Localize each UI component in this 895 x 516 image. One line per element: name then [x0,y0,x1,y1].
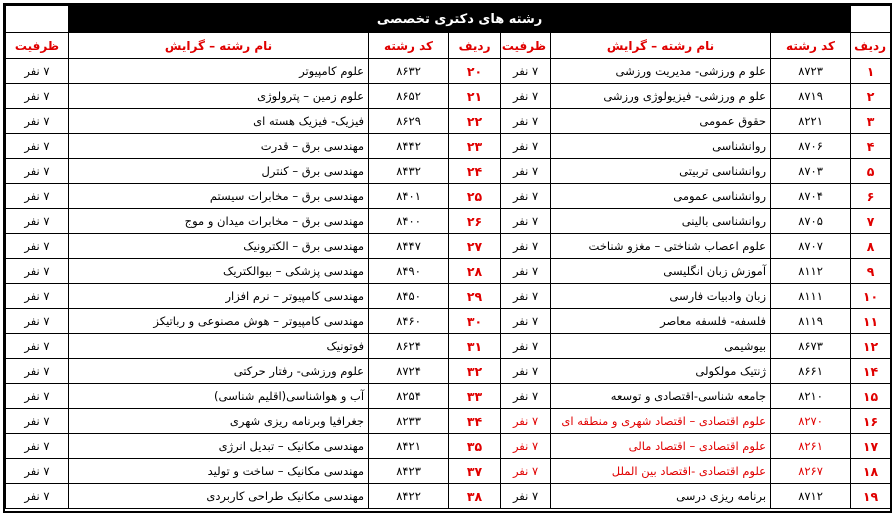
header-code-left: کد رشته [369,33,449,59]
table-title: رشته های دکتری تخصصی [69,6,851,33]
capacity-cell: ۷ نفر [6,259,69,284]
field-name-cell: آب و هواشناسی(اقلیم شناسی) [69,384,369,409]
field-name-cell: روانشناسی تربیتی [551,159,771,184]
table-row [6,384,891,409]
field-name-cell: حقوق عمومی [551,109,771,134]
field-name-cell: روانشناسی [551,134,771,159]
field-code-cell: ۸۶۲۹ [369,109,449,134]
radif-cell: ۴ [851,134,891,159]
table-row [6,134,891,159]
table-row [6,84,891,109]
table-row [6,484,891,509]
field-name-cell: فلسفه- فلسفه معاصر [551,309,771,334]
radif-cell: ۱ [851,59,891,84]
radif-cell: ۳۵ [449,434,501,459]
field-name-cell: علوم اعصاب شناختی – مغزو شناخت [551,234,771,259]
field-name-cell: فیزیک- فیزیک هسته ای [69,109,369,134]
radif-cell: ۸ [851,234,891,259]
field-code-cell: ۸۴۲۱ [369,434,449,459]
capacity-cell: ۷ نفر [6,359,69,384]
header-capacity-right: ظرفیت [501,33,551,59]
field-name-cell: ژنتیک مولکولی [551,359,771,384]
field-code-cell: ۸۶۷۳ [771,334,851,359]
field-code-cell: ۸۲۶۱ [771,434,851,459]
radif-cell: ۲۶ [449,209,501,234]
capacity-cell: ۷ نفر [6,484,69,509]
capacity-cell: ۷ نفر [501,209,551,234]
capacity-cell: ۷ نفر [6,109,69,134]
capacity-cell: ۷ نفر [501,409,551,434]
capacity-cell: ۷ نفر [501,134,551,159]
radif-cell: ۱۹ [851,484,891,509]
field-code-cell: ۸۷۱۹ [771,84,851,109]
field-name-cell: جغرافیا وبرنامه ریزی شهری [69,409,369,434]
field-name-cell: مهندسی برق – کنترل [69,159,369,184]
capacity-cell: ۷ نفر [6,409,69,434]
field-code-cell: ۸۴۴۷ [369,234,449,259]
field-name-cell: مهندسی برق – مخابرات میدان و موج [69,209,369,234]
field-code-cell: ۸۴۶۰ [369,309,449,334]
field-name-cell: بیوشیمی [551,334,771,359]
field-code-cell: ۸۴۲۲ [369,484,449,509]
capacity-cell: ۷ نفر [6,59,69,84]
radif-cell: ۱۸ [851,459,891,484]
capacity-cell: ۷ نفر [501,234,551,259]
field-name-cell: مهندسی برق – قدرت [69,134,369,159]
field-code-cell: ۸۶۳۲ [369,59,449,84]
radif-cell: ۲۸ [449,259,501,284]
field-code-cell: ۸۶۵۲ [369,84,449,109]
field-name-cell: علوم کامپیوتر [69,59,369,84]
radif-cell: ۲۲ [449,109,501,134]
capacity-cell: ۷ نفر [501,434,551,459]
field-code-cell: ۸۷۰۴ [771,184,851,209]
field-name-cell: زبان وادبیات فارسی [551,284,771,309]
field-code-cell: ۸۴۲۳ [369,459,449,484]
field-code-cell: ۸۴۰۱ [369,184,449,209]
field-name-cell: روانشناسی عمومی [551,184,771,209]
capacity-cell: ۷ نفر [501,184,551,209]
field-code-cell: ۸۷۰۳ [771,159,851,184]
radif-cell: ۲۳ [449,134,501,159]
capacity-cell: ۷ نفر [6,284,69,309]
field-name-cell: علو م ورزشی- مدیریت ورزشی [551,59,771,84]
title-blank-left [6,6,69,33]
field-code-cell: ۸۲۵۴ [369,384,449,409]
field-code-cell: ۸۲۷۰ [771,409,851,434]
capacity-cell: ۷ نفر [6,459,69,484]
field-name-cell: علوم اقتصادی – اقتصاد مالی [551,434,771,459]
field-code-cell: ۸۴۰۰ [369,209,449,234]
table-row [6,184,891,209]
table-row [6,234,891,259]
radif-cell: ۲ [851,84,891,109]
capacity-cell: ۷ نفر [501,384,551,409]
table-row [6,434,891,459]
header-name-left: نام رشته – گرایش [69,33,369,59]
field-name-cell: مهندسی مکانیک طراحی کاربردی [69,484,369,509]
header-radif-right: ردیف [851,33,891,59]
field-code-cell: ۸۷۰۷ [771,234,851,259]
capacity-cell: ۷ نفر [6,334,69,359]
field-code-cell: ۸۱۱۲ [771,259,851,284]
capacity-cell: ۷ نفر [6,234,69,259]
radif-cell: ۲۱ [449,84,501,109]
radif-cell: ۱۰ [851,284,891,309]
radif-cell: ۳۰ [449,309,501,334]
field-name-cell: مهندسی کامپیوتر – هوش مصنوعی و رباتیکز [69,309,369,334]
field-name-cell: جامعه شناسی-اقتصادی و توسعه [551,384,771,409]
doctorate-fields-table [5,5,891,509]
field-name-cell: علوم زمین – پترولوژی [69,84,369,109]
header-code-right: کد رشته [771,33,851,59]
table-row [6,359,891,384]
radif-cell: ۷ [851,209,891,234]
table-row [6,284,891,309]
field-code-cell: ۸۷۲۳ [771,59,851,84]
radif-cell: ۱۱ [851,309,891,334]
capacity-cell: ۷ نفر [6,209,69,234]
header-name-right: نام رشته – گرایش [551,33,771,59]
field-name-cell: مهندسی پزشکی – بیوالکتریک [69,259,369,284]
radif-cell: ۳۲ [449,359,501,384]
field-code-cell: ۸۷۱۲ [771,484,851,509]
radif-cell: ۳۴ [449,409,501,434]
capacity-cell: ۷ نفر [501,459,551,484]
table-row [6,309,891,334]
capacity-cell: ۷ نفر [501,334,551,359]
radif-cell: ۳۸ [449,484,501,509]
capacity-cell: ۷ نفر [501,59,551,84]
field-code-cell: ۸۶۲۴ [369,334,449,359]
capacity-cell: ۷ نفر [6,309,69,334]
field-name-cell: مهندسی برق – الکترونیک [69,234,369,259]
radif-cell: ۳ [851,109,891,134]
radif-cell: ۳۷ [449,459,501,484]
radif-cell: ۶ [851,184,891,209]
field-code-cell: ۸۲۶۷ [771,459,851,484]
field-name-cell: مهندسی برق – مخابرات سیستم [69,184,369,209]
field-code-cell: ۸۶۶۱ [771,359,851,384]
table-row [6,409,891,434]
title-blank-right [851,6,891,33]
table-row [6,259,891,284]
radif-cell: ۱۵ [851,384,891,409]
field-code-cell: ۸۲۳۳ [369,409,449,434]
field-code-cell: ۸۴۳۲ [369,159,449,184]
capacity-cell: ۷ نفر [501,359,551,384]
radif-cell: ۲۰ [449,59,501,84]
capacity-cell: ۷ نفر [501,109,551,134]
field-name-cell: علوم اقتصادی – اقتصاد شهری و منطقه ای [551,409,771,434]
field-name-cell: علو م ورزشی- فیزیولوژی ورزشی [551,84,771,109]
field-name-cell: مهندسی مکانیک – ساخت و تولید [69,459,369,484]
capacity-cell: ۷ نفر [501,159,551,184]
capacity-cell: ۷ نفر [6,384,69,409]
capacity-cell: ۷ نفر [6,434,69,459]
field-name-cell: روانشناسی بالینی [551,209,771,234]
radif-cell: ۲۷ [449,234,501,259]
field-code-cell: ۸۲۲۱ [771,109,851,134]
field-name-cell: علوم اقتصادی -اقتصاد بین الملل [551,459,771,484]
field-code-cell: ۸۲۱۰ [771,384,851,409]
table-row [6,109,891,134]
title-row [6,6,891,33]
field-code-cell: ۸۷۰۶ [771,134,851,159]
field-name-cell: علوم ورزشی- رفتار حرکتی [69,359,369,384]
capacity-cell: ۷ نفر [501,284,551,309]
field-name-cell: فوتونیک [69,334,369,359]
capacity-cell: ۷ نفر [501,309,551,334]
field-code-cell: ۸۷۰۵ [771,209,851,234]
capacity-cell: ۷ نفر [6,134,69,159]
field-code-cell: ۸۴۴۲ [369,134,449,159]
radif-cell: ۲۵ [449,184,501,209]
radif-cell: ۹ [851,259,891,284]
table-row [6,459,891,484]
radif-cell: ۲۴ [449,159,501,184]
capacity-cell: ۷ نفر [6,184,69,209]
radif-cell: ۱۶ [851,409,891,434]
table-row [6,159,891,184]
field-name-cell: برنامه ریزی درسی [551,484,771,509]
radif-cell: ۵ [851,159,891,184]
field-code-cell: ۸۴۵۰ [369,284,449,309]
radif-cell: ۳۱ [449,334,501,359]
radif-cell: ۲۹ [449,284,501,309]
field-code-cell: ۸۱۱۹ [771,309,851,334]
radif-cell: ۳۳ [449,384,501,409]
field-code-cell: ۸۷۲۴ [369,359,449,384]
field-name-cell: مهندسی کامپیوتر – نرم افزار [69,284,369,309]
field-code-cell: ۸۱۱۱ [771,284,851,309]
header-row [6,33,891,59]
radif-cell: ۱۲ [851,334,891,359]
table-row [6,209,891,234]
table-row [6,59,891,84]
capacity-cell: ۷ نفر [501,259,551,284]
field-name-cell: آموزش زبان انگلیسی [551,259,771,284]
capacity-cell: ۷ نفر [501,84,551,109]
field-name-cell: مهندسی مکانیک – تبدیل انرژی [69,434,369,459]
capacity-cell: ۷ نفر [6,159,69,184]
capacity-cell: ۷ نفر [501,484,551,509]
header-radif-left: ردیف [449,33,501,59]
field-code-cell: ۸۴۹۰ [369,259,449,284]
doctorate-fields-table-frame [3,3,892,513]
radif-cell: ۱۷ [851,434,891,459]
capacity-cell: ۷ نفر [6,84,69,109]
radif-cell: ۱۴ [851,359,891,384]
table-row [6,334,891,359]
header-capacity-left: ظرفیت [6,33,69,59]
